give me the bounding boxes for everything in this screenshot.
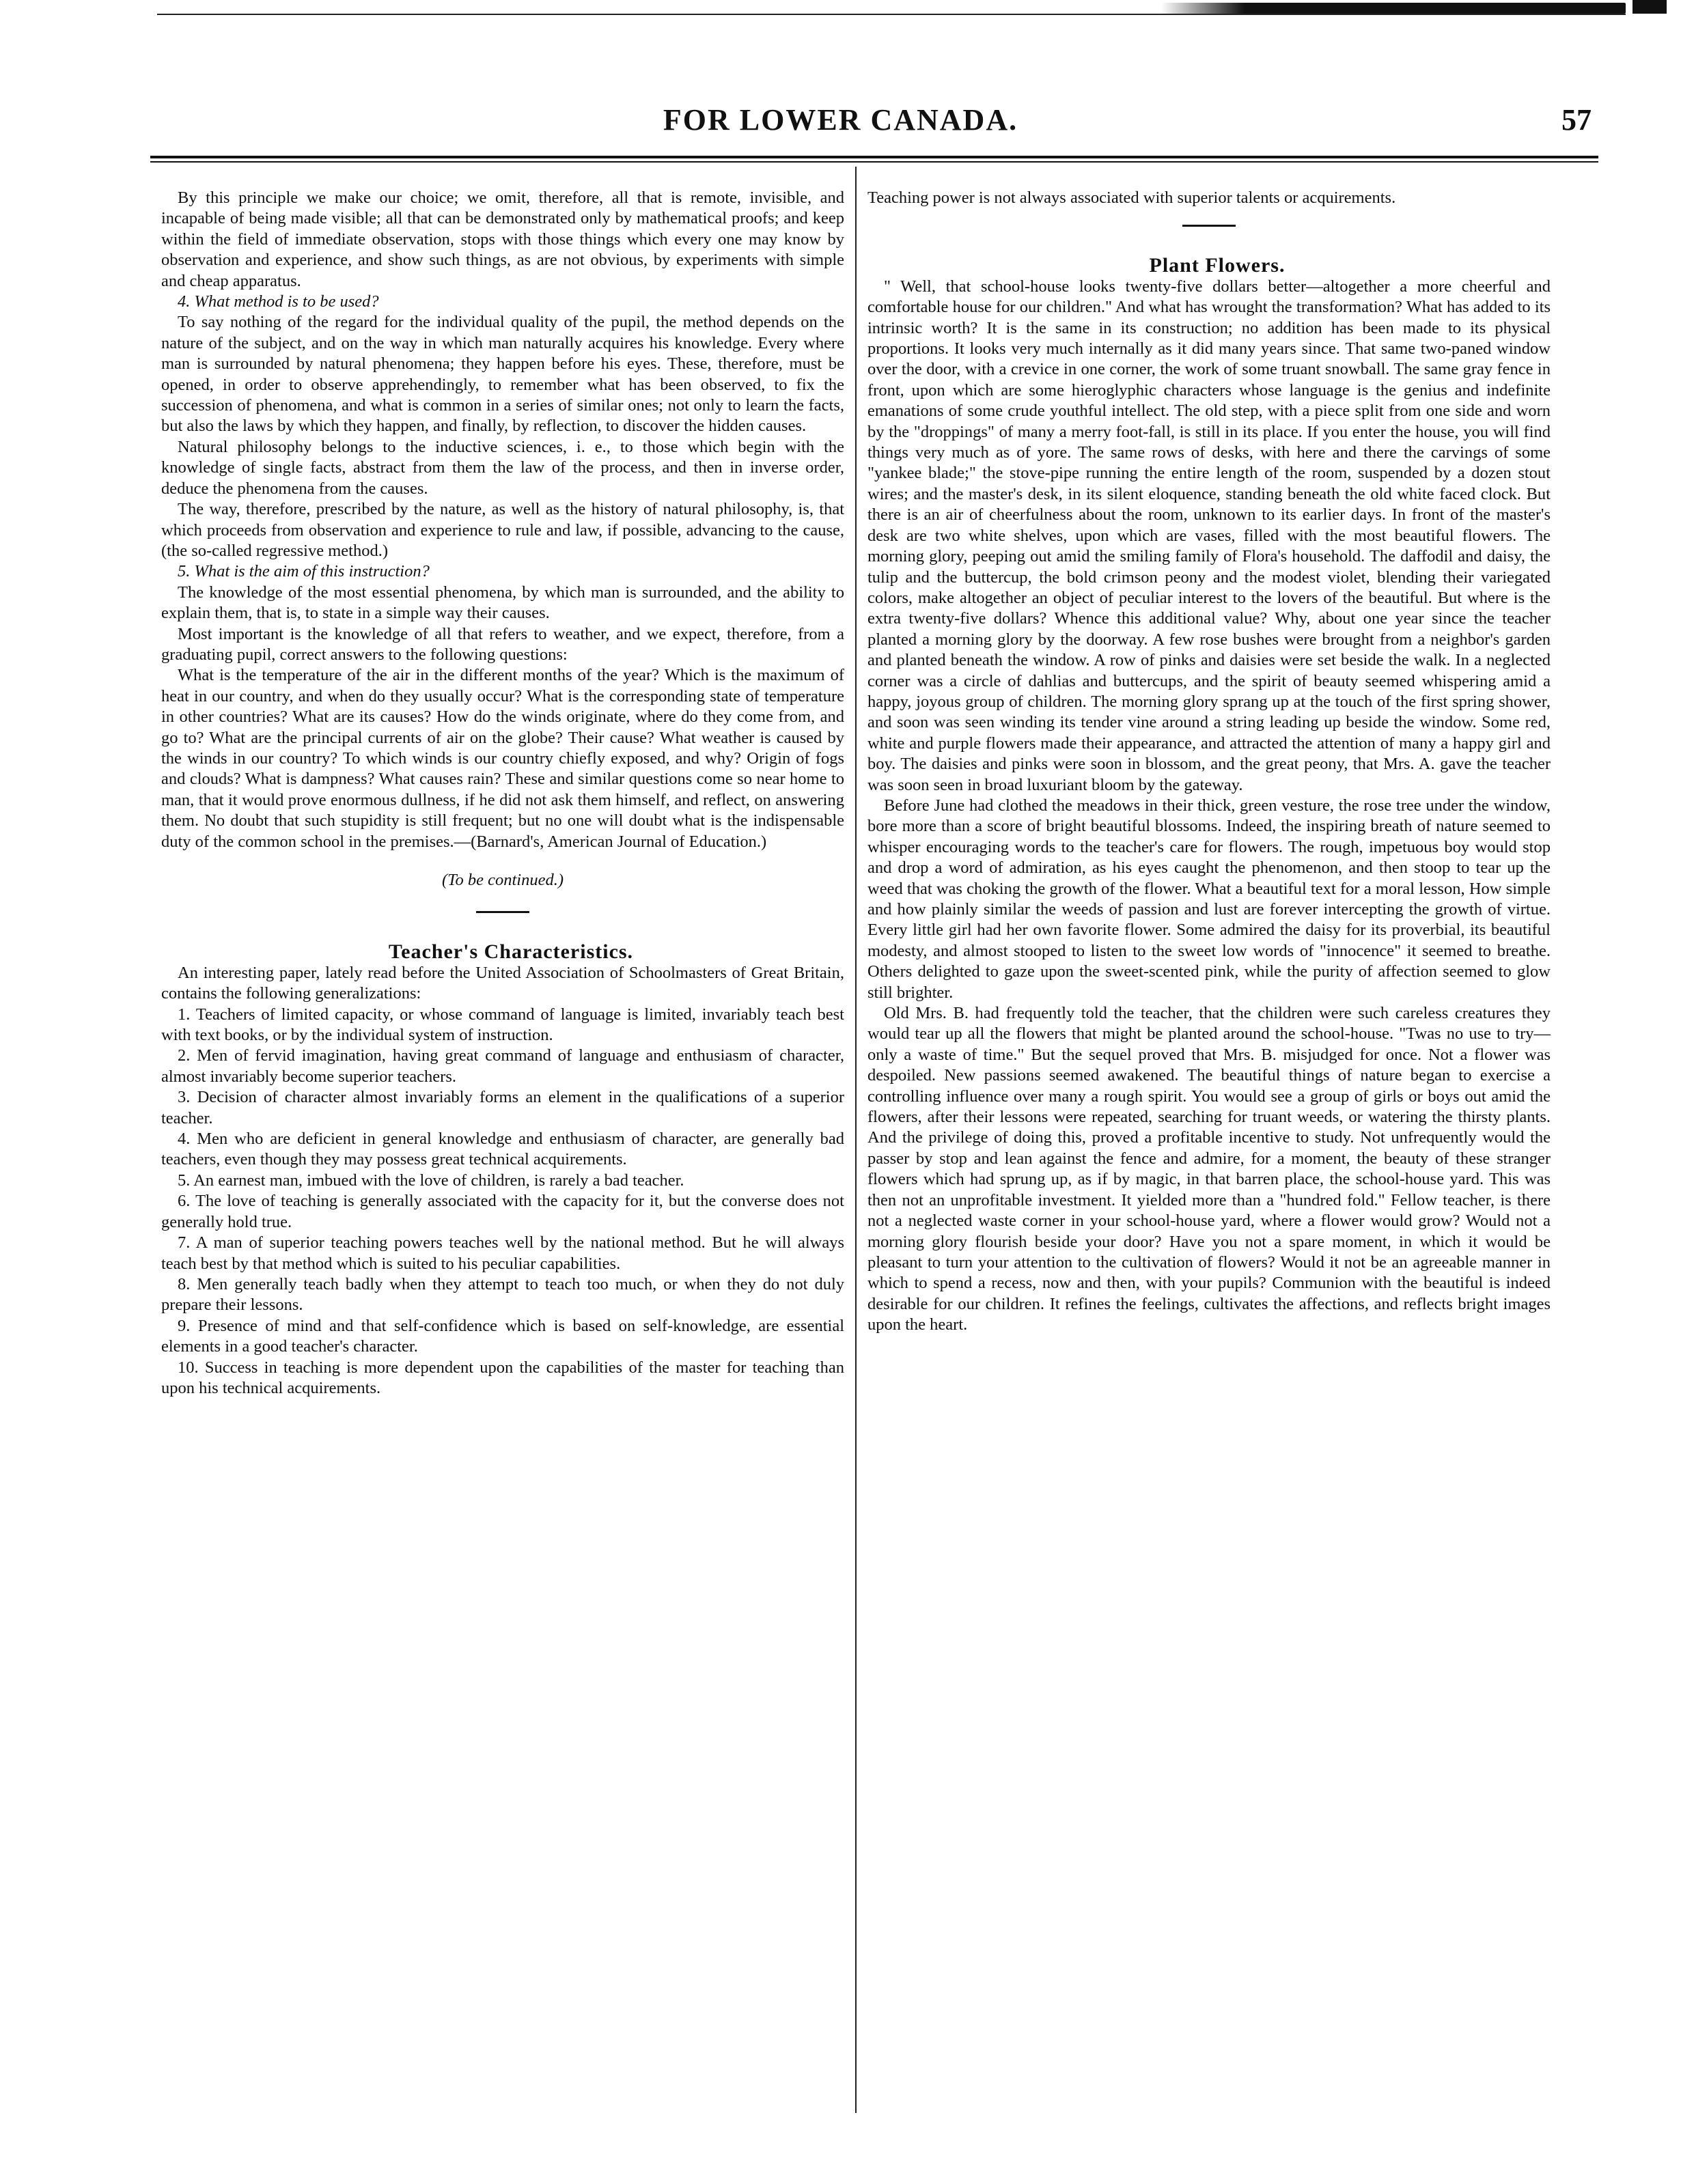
running-title: FOR LOWER CANADA.: [663, 103, 1018, 137]
question-heading: 5. What is the aim of this instruction?: [178, 562, 430, 581]
column-divider: [855, 167, 857, 2113]
header-rule-thick: [150, 156, 1598, 158]
list-item: 5. An earnest man, imbued with the love of children, is rarely a bad teacher.: [178, 1171, 684, 1190]
to-be-continued: (To be continued.): [441, 871, 564, 889]
left-column: [161, 188, 844, 1399]
paragraph: The way, therefore, prescribed by the nature, as well as the history of natural philosophy, is, that which proceeds from observation and experience to rule and law, if possible, advancing to the cause, (the so-called regressive method.): [161, 500, 844, 560]
paragraph: Old Mrs. B. had frequently told the teacher, that the children were such careless creatures they would tear up all the flowers that might be planted around the school-house. "Twas no use to try—only a waste of time." But the sequel proved that Mrs. B. misjudged for once. Not a flower was despoiled. New passions seemed awakened. The beautiful things of nature began to exercise a controlling influence over many a rough spirit. You would see a group of girls or boys out amid the flowers, after their lessons were repeated, searching for truant weeds, or watering the thirsty plants. And the privilege of doing this, proved a profitable incentive to study. Not unfrequently would the passer by stop and lean against the fence and admire, for a moment, the beauty of these stranger flowers which had sprung up, as if by magic, in that barren place, the school-house yard. This was then not an unprofitable investment. It yielded more than a "hundred fold." Fellow teacher, is there not a neglected waste corner in your school-house yard, where a flower would grow? Would not a morning glory flourish beside your door? Have you not a spare moment, in which it would be pleasant to turn your attention to the cultivation of flowers? Would it not be an agreeable manner in which to spend a recess, now and then, with your pupils? Communion with the beautiful is indeed desirable for our children. It refines the feelings, cultivates the affections, and reflects bright images upon the heart.: [867, 1004, 1551, 1334]
list-item: 6. The love of teaching is generally associated with the capacity for it, but the converse does not generally hold true.: [161, 1192, 844, 1231]
paragraph-intro: An interesting paper, lately read before the United Association of Schoolmasters of Great Britain, contains the following generalizations:: [161, 963, 844, 1003]
list-item: 9. Presence of mind and that self-confidence which is based on self-knowledge, are essential elements in a good teacher's character.: [161, 1316, 844, 1356]
section-title-plant-flowers: Plant Flowers.: [1149, 254, 1286, 277]
section-rule: [476, 911, 529, 913]
list-item: 4. Men who are deficient in general knowledge and enthusiasm of character, are generally bad teachers, even though they may possess great technical acquirements.: [161, 1130, 844, 1169]
paragraph: To say nothing of the regard for the individual quality of the pupil, the method depends on the nature of the subject, and on the way in which man naturally acquires his knowledge. Every where man is surrounded by natural phenomena; they happen before his eyes. These, therefore, must be opened, in order to observe apprehendingly, to remember what has been observed, to fix the succession of phenomena, and what is common in a series of similar ones; not only to learn the facts, but also the laws by which they happen, and finally, by reflection, to discover the hidden causes.: [161, 313, 844, 436]
list-item: 8. Men generally teach badly when they attempt to teach too much, or when they do not duly prepare their lessons.: [161, 1274, 844, 1315]
list-item: 1. Teachers of limited capacity, or whose command of language is limited, invariably teach best with text books, or by the individual system of instruction.: [161, 1005, 844, 1045]
top-rule-edge-mark: [1633, 0, 1667, 14]
list-item: 10. Success in teaching is more dependent upon the capabilities of the master for teaching than upon his technical acquirements.: [161, 1358, 844, 1397]
top-rule-smudge: [1161, 3, 1626, 14]
list-item: 3. Decision of character almost invariably forms an element in the qualifications of a superior teacher.: [161, 1088, 844, 1128]
top-rule-line: [157, 14, 1626, 15]
paragraph: By this principle we make our choice; we omit, therefore, all that is remote, invisible, and incapable of being made visible; all that can be demonstrated only by mathematical proofs; and keep within the field of immediate observation, stops with those things which every one may know by observation and experience, and show such things, as are not obvious, by experiments with simple and cheap apparatus.: [161, 188, 844, 290]
right-column: [867, 188, 1551, 1336]
list-item: 2. Men of fervid imagination, having great command of language and enthusiasm of character, almost invariably become superior teachers.: [161, 1046, 844, 1086]
section-rule: [1182, 225, 1236, 227]
list-item: 7. A man of superior teaching powers teaches well by the national method. But he will always teach best by that method which is suited to his peculiar capabilities.: [161, 1233, 844, 1273]
paragraph: Most important is the knowledge of all that refers to weather, and we expect, therefore, from a graduating pupil, correct answers to the following questions:: [161, 624, 844, 664]
section-title-teachers-characteristics: Teacher's Characteristics.: [388, 940, 634, 964]
paragraph: Natural philosophy belongs to the inductive sciences, i. e., to those which begin with the knowledge of single facts, abstract from them the law of the process, and then in inverse order, deduce the phenomena from the causes.: [161, 437, 844, 498]
running-head: [0, 102, 1681, 143]
paragraph: " Well, that school-house looks twenty-five dollars better—altogether a more cheerful and comfortable house for our children." And what has wrought the transformation? What has added to its intrinsic worth? It is the same in its construction; no addition has been made to its physical proportions. It looks very much internally as it did many years since. That same two-paned window over the door, with a crevice in one corner, the work of some truant snowball. The same gray fence in front, upon which are some hieroglyphic characters whose language is the genius and indefinite emanations of some crude youthful intellect. The old step, with a piece split from one side and worn by the "droppings" of many a merry foot-fall, is still in its place. If you enter the house, you will find things very much as of yore. The same rows of desks, with here and there the carvings of some "yankee blade;" the stove-pipe running the entire length of the room, suspended by a dozen stout wires; and the master's desk, in its silent eloquence, standing beneath the old white faced clock. But there is an air of cheerfulness about the room, unknown to its earlier days. In front of the master's desk are two white shelves, upon which are vases, filled with the most beautiful flowers. The morning glory, peeping out amid the smiling family of Flora's household. The daffodil and daisy, the tulip and the buttercup, the bold crimson peony and the modest violet, blending their variegated colors, make altogether an object of peculiar interest to the lovers of the beautiful. But where is the extra twenty-five dollars? Whence this additional value? Why, about one year since the teacher planted a morning glory by the doorway. A few rose bushes were brought from a neighbor's garden and planted beneath the window. A row of pinks and daisies were set beside the walk. In a neglected corner was a circle of dahlias and buttercups, and the spirit of beauty seemed whispering amid a happy, joyous group of children. The morning glory sprang up at the touch of the first spring shower, and soon was seen winding its tender vine around a string leading up beside the window. Some red, white and purple flowers made their appearance, and attracted the attention of many a happy girl and boy. The daisies and pinks were soon in blossom, and the great peony, that Mrs. A. gave the teacher was soon seen in broad luxuriant bloom by the gateway.: [867, 277, 1551, 794]
paragraph: The knowledge of the most essential phenomena, by which man is surrounded, and the ability to explain them, that is, to state in a simple way their causes.: [161, 583, 844, 623]
paragraph: What is the temperature of the air in the different months of the year? Which is the maximum of heat in our country, and when do they usually occur? What is the corresponding state of temperature in other countries? What are its causes? How do the winds originate, where do they come from, and go to? What are the principal currents of air on the globe? Their cause? What weather is caused by the winds in our country? To which winds is our country chiefly exposed, and why? Origin of fogs and clouds? What is dampness? What causes rain? These and similar questions come so near home to man, that it would prove enormous dullness, if he did not ask them himself, and reflect, on answering them. No doubt that such stupidity is still frequent; but no one will doubt what is the indispensable duty of the common school in the premises.—(Barnard's, American Journal of Education.): [161, 666, 844, 851]
header-rule-thin: [150, 161, 1598, 163]
top-edge-rule: [0, 0, 1681, 15]
question-heading: 4. What method is to be used?: [178, 292, 379, 311]
paragraph: Before June had clothed the meadows in their thick, green vesture, the rose tree under the window, bore more than a score of bright beautiful blossoms. Indeed, the inspiring breath of nature seemed to whisper encouraging words to the teacher's care for flowers. The rough, impetuous boy would stop and drop a word of admiration, as his eyes caught the phenomenon, and then stoop to tear up the weed that was choking the growth of the flower. What a beautiful text for a moral lesson, How simple and how plainly similar the weeds of passion and lust are forever intercepting the growth of virtue. Every little girl had her own favorite flower. Some admired the daisy for its proverbial, its beautiful modesty, and almost stooped to listen to the sweet low words of "innocence" it seemed to breathe. Others delighted to gaze upon the sweet-scented pink, while the purity of affection seemed to glow still brighter.: [867, 796, 1551, 1002]
page-number: 57: [1561, 103, 1592, 137]
paragraph: Teaching power is not always associated with superior talents or acquirements.: [867, 188, 1396, 207]
